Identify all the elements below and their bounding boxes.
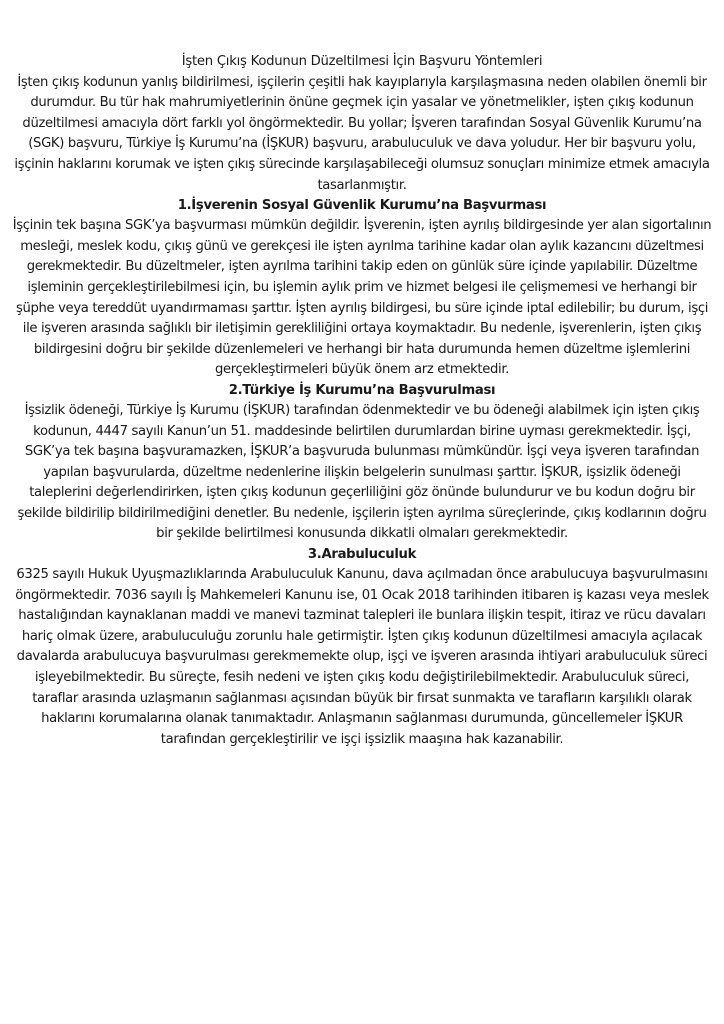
section-heading: 2.Türkiye İş Kurumu’na Başvurulması (228, 382, 496, 398)
section-heading: 3.Arabuluculuk (307, 547, 417, 563)
document-title: İşten Çıkış Kodunun Düzeltilmesi İçin Başvuru Yöntemleri (181, 54, 543, 69)
intro-paragraph: İşten çıkış kodunun yanlış bildirilmesi, işçilerin çeşitli hak kayıplarıyla karşılaşmasına neden olabilen önemli bir durumdur. Bu tür hak mahrumiyetlerinin önüne geçmek için yasalar ve yönetmelikler, işten çıkış kodunun düzeltilmesi amacıyla dört farklı yol öngörmektedir. Bu yollar; İşveren tarafından Sosyal Güvenlik Kurumu’na (SGK) başvuru, Türkiye İş Kurumu’na (İŞKUR) başvuru, arabuluculuk ve dava yoludur. Her bir başvuru yolu, işçinin haklarını korumak ve işten çıkış sürecinde karşılaşabileceği olumsuz sonuçları minimize etmek amacıyla tasarlanmıştır. (14, 74, 710, 193)
section-sgk-application (12, 196, 712, 381)
section-paragraph: İşçinin tek başına SGK’ya başvurması mümkün değildir. İşverenin, işten ayrılış bildirgesinde yer alan sigortalının mesleği, meslek kodu, çıkış günü ve gerekçesi ile işten ayrılma tarihine kadar olan aylık kazancını düzeltmesi gerekmektedir. Bu düzeltmeler, işten ayrılma tarihini takip eden on günlük süre içinde yapılabilir. Düzeltme işleminin gerçekleştirilebilmesi için, bu işlemin aylık prim ve hizmet belgesi ile çelişmemesi ve herhangi bir şüphe veya tereddüt uyandırmaması şarttır. İşten ayrılış bildirgesi, bu süre içinde iptal edilebilir; bu durum, işçi ile işveren arasında sağlıklı bir iletişimin gerekliliğini ortaya koymaktadır. Bu nedenle, işverenlerin, işten çıkış bildirgesini doğru bir şekilde düzenlemeleri ve herhangi bir hata durumunda hemen düzeltme işlemlerini gerçekleştirmeleri büyük önem arz etmektedir. (12, 218, 712, 378)
section-mediation (12, 545, 712, 750)
section-paragraph: 6325 sayılı Hukuk Uyuşmazlıklarında Arabuluculuk Kanunu, dava açılmadan önce arabulucuya başvurulmasını öngörmektedir. 7036 sayılı İş Mahkemeleri Kanunu ise, 01 Ocak 2018 tarihinden itibaren iş kazası veya meslek hastalığından kaynaklanan maddi ve manevi tazminat talepleri ile bunlara ilişkin tespit, itiraz ve rücu davaları hariç olmak üzere, arabuluculuğu zorunlu hale getirmiştir. İşten çıkış kodunun düzeltilmesi amacıyla açılacak davalarda arabulucuya başvurulması gerekmemekte olup, işçi ve işveren arasında ihtiyari arabuluculuk süreci işleyebilmektedir. Bu süreçte, fesih nedeni ve işten çıkış kodu değiştirilebilmektedir. Arabuluculuk süreci, taraflar arasında uzlaşmanın sağlanması açısından büyük bir fırsat sunmakta ve tarafların karşılıklı olarak haklarını korumalarına olanak tanımaktadır. Anlaşmanın sağlanması durumunda, güncellemeler İŞKUR tarafından gerçekleştirilir ve işçi işsizlik maaşına hak kazanabilir. (15, 567, 709, 747)
section-paragraph: İşsizlik ödeneği, Türkiye İş Kurumu (İŞKUR) tarafından ödenmektedir ve bu ödeneği alabilmek için işten çıkış kodunun, 4447 sayılı Kanun’un 51. maddesinde belirtilen durumlardan birine uyması gerekmektedir. İşçi, SGK’ya tek başına başvuramazken, İŞKUR’a başvuruda bulunması mümkündür. İşçi veya işveren tarafından yapılan başvurularda, düzeltme nedenlerine ilişkin belgelerin sunulması şarttır. İŞKUR, işsizlik ödeneği taleplerini değerlendirirken, işten çıkış kodunun geçerliliğini göz önünde bulundurur ve bu kodun doğru bir şekilde bildirilip bildirilmediğini denetler. Bu nedenle, işçilerin işten ayrılma süreçlerinde, çıkış kodlarının doğru bir şekilde belirtilmesi konusunda dikkatli olmaları gerekmektedir. (17, 402, 707, 542)
section-heading: 1.İşverenin Sosyal Güvenlik Kurumu’na Başvurması (177, 198, 547, 214)
section-iskur-application (12, 381, 712, 545)
